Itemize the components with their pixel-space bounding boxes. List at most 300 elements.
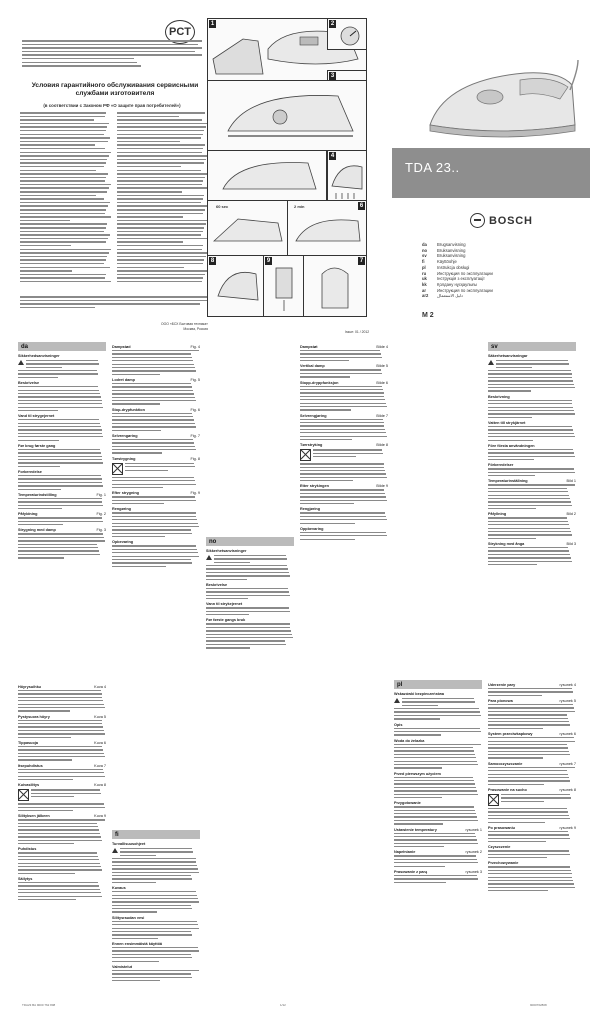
manual-column-fi bbox=[18, 682, 106, 900]
manual-column-no bbox=[206, 537, 294, 649]
figures-issue-code: Issue: 01 / 2012 bbox=[345, 330, 370, 334]
figure-reference: rysunek 1 bbox=[465, 827, 482, 832]
figure-5-time-label: 60 sec bbox=[216, 204, 229, 209]
section-subtitle bbox=[488, 826, 576, 830]
language-code: ar bbox=[422, 287, 426, 293]
recycle-bin-icon bbox=[18, 789, 29, 801]
figure-4b-iron-icon bbox=[208, 151, 326, 201]
figure-reference: Fig. 3 bbox=[96, 528, 106, 533]
subtitle-text: Sikkerhedsanvisninger bbox=[18, 354, 60, 358]
language-code: fi bbox=[422, 259, 425, 265]
warning-note bbox=[18, 360, 106, 368]
section-subtitle bbox=[206, 549, 294, 553]
manual-column-da bbox=[18, 342, 106, 559]
section-subtitle bbox=[300, 345, 388, 349]
subtitle-text: Før første gangs bruk bbox=[206, 618, 246, 623]
language-name: Instrukcja obsługi bbox=[437, 264, 470, 270]
subtitle-text: Höyrysuihku bbox=[18, 685, 41, 689]
body-text-lines bbox=[112, 545, 200, 567]
section-subtitle bbox=[488, 421, 576, 425]
section-subtitle bbox=[488, 444, 576, 448]
section-header-no bbox=[206, 537, 294, 546]
ru-warranty-col-right bbox=[117, 112, 208, 290]
figure-1: 1 bbox=[207, 18, 367, 82]
figure-reference: Fig. 5 bbox=[190, 378, 200, 383]
body-text-lines bbox=[488, 547, 576, 565]
figure-reference: rysunek 4 bbox=[559, 683, 576, 687]
ru-warranty-col-left bbox=[20, 112, 111, 290]
manual-column-pl bbox=[488, 680, 576, 891]
figure-4-steam-burst-icon bbox=[328, 151, 366, 201]
warning-note bbox=[18, 789, 106, 801]
body-text-lines bbox=[394, 728, 482, 736]
section-subtitle bbox=[394, 801, 482, 805]
body-text-lines bbox=[488, 400, 576, 418]
figure-3: 3 bbox=[327, 70, 367, 132]
figure-reference: Fig. 8 bbox=[190, 456, 200, 461]
subtitle-text: Silitysraudan vesi bbox=[112, 915, 145, 920]
subtitle-text: Sikkerhetsanvisninger bbox=[206, 549, 247, 553]
pct-certification-logo: PCT bbox=[165, 20, 195, 44]
section-subtitle bbox=[112, 540, 200, 544]
language-list bbox=[422, 242, 542, 299]
body-text-lines bbox=[501, 794, 576, 802]
section-subtitle bbox=[488, 683, 576, 687]
subtitle-text: Forberedelse bbox=[18, 470, 42, 475]
subtitle-text: Itsepuhdistus bbox=[18, 763, 43, 768]
body-text-lines bbox=[18, 498, 106, 509]
section-subtitle bbox=[18, 528, 106, 532]
body-text-lines bbox=[18, 419, 106, 441]
figure-reference: Bilde 9 bbox=[376, 484, 388, 489]
section-subtitle bbox=[488, 512, 576, 516]
body-text-lines bbox=[112, 891, 200, 913]
cover-iron-image bbox=[420, 55, 580, 145]
figure-reference: Kuva 8 bbox=[94, 783, 106, 788]
figure-reference: Bild 1 bbox=[566, 479, 576, 484]
section-subtitle bbox=[300, 507, 388, 511]
section-subtitle bbox=[18, 741, 106, 745]
body-text-lines bbox=[112, 413, 200, 431]
figure-5-selfclean-icon bbox=[208, 201, 288, 256]
section-subtitle bbox=[112, 886, 200, 890]
subtitle-text: Förberedelser bbox=[488, 463, 514, 468]
subtitle-text: Beskrivelse bbox=[206, 582, 228, 587]
body-text-lines bbox=[488, 426, 576, 441]
body-text-lines bbox=[488, 370, 576, 392]
subtitle-text: Tørstrygning bbox=[112, 456, 136, 461]
subtitle-text: Oppbevaring bbox=[300, 526, 324, 531]
figure-reference: Kuva 5 bbox=[94, 714, 106, 719]
manual-column-no bbox=[300, 342, 388, 540]
section-subtitle bbox=[488, 354, 576, 358]
section-subtitle bbox=[112, 457, 200, 461]
figure-9-drain-icon bbox=[264, 256, 304, 316]
section-subtitle bbox=[112, 916, 200, 920]
body-text-lines bbox=[18, 769, 106, 780]
language-code: da bbox=[422, 242, 427, 247]
subtitle-text: Kuivasilitys bbox=[18, 783, 40, 788]
subtitle-text: Valmistelut bbox=[112, 964, 133, 969]
section-subtitle bbox=[112, 965, 200, 969]
body-text-lines bbox=[18, 690, 106, 712]
body-text-lines bbox=[18, 852, 106, 874]
figure-reference: Bilde 6 bbox=[376, 380, 388, 385]
figure-reference: Fig. 1 bbox=[96, 492, 106, 497]
ru-intro-text bbox=[22, 40, 202, 67]
body-text-lines bbox=[394, 777, 482, 799]
figure-reference: rysunek 8 bbox=[559, 788, 576, 792]
footer-code-left: TDA23 BA 9000 762 808 bbox=[22, 1003, 56, 1007]
subtitle-text: Påfyldning bbox=[18, 512, 38, 517]
section-subtitle bbox=[488, 788, 576, 792]
figure-3b bbox=[207, 80, 367, 152]
body-text-lines bbox=[112, 439, 200, 454]
language-name: Brugsanvisning bbox=[437, 242, 466, 247]
body-text-lines bbox=[300, 369, 388, 377]
brand-logo bbox=[470, 213, 533, 228]
figure-reference: Bilde 4 bbox=[376, 345, 388, 349]
subtitle-text: Beskrivelse bbox=[18, 381, 40, 386]
subtitle-text: Silityksen jälkeen bbox=[18, 814, 50, 819]
section-language-code: fi bbox=[115, 831, 119, 838]
body-text-lines bbox=[300, 386, 388, 411]
language-name: Инструкция по эксплуатации bbox=[437, 270, 493, 276]
language-name: دليل الاستعمال bbox=[437, 293, 463, 299]
brand-name: BOSCH bbox=[489, 214, 533, 227]
body-text-lines bbox=[394, 855, 482, 866]
manual-column-fi bbox=[112, 830, 200, 981]
figure-4: 4 bbox=[327, 150, 367, 202]
recycle-bin-icon bbox=[488, 794, 499, 806]
section-subtitle bbox=[18, 493, 106, 497]
section-subtitle bbox=[300, 443, 388, 447]
subtitle-text: Säilytys bbox=[18, 876, 33, 881]
section-subtitle bbox=[18, 444, 106, 448]
body-text-lines bbox=[488, 866, 576, 891]
subtitle-text: Påfyllning bbox=[488, 512, 507, 517]
section-subtitle bbox=[18, 354, 106, 358]
body-text-lines bbox=[18, 386, 106, 411]
body-text-lines bbox=[125, 463, 200, 471]
body-text-lines bbox=[120, 848, 200, 856]
body-text-lines bbox=[18, 882, 106, 900]
manual-text-grid bbox=[18, 342, 578, 1010]
subtitle-text: Rengjøring bbox=[300, 507, 321, 512]
document-code: M 2 bbox=[422, 312, 434, 319]
figure-reference: Bilde 5 bbox=[376, 364, 388, 369]
figure-6-time-label: 2 min bbox=[294, 204, 305, 209]
language-code: sv bbox=[422, 253, 427, 259]
section-subtitle bbox=[394, 723, 482, 727]
language-name: Инструкция по эксплуатации bbox=[437, 287, 493, 293]
section-subtitle bbox=[300, 527, 388, 531]
subtitle-text: Vatten till strykjärnet bbox=[488, 420, 526, 425]
subtitle-text: Vann til strykejernet bbox=[206, 602, 243, 607]
figure-2-dial-icon bbox=[328, 19, 366, 49]
subtitle-text: Säkerhetsanvisningar bbox=[488, 354, 528, 358]
body-text-lines bbox=[206, 607, 294, 615]
section-subtitle bbox=[18, 381, 106, 385]
subtitle-text: Selvrengjøring bbox=[300, 413, 327, 418]
section-language-code: sv bbox=[491, 343, 498, 350]
figure-7-iron-stand-icon bbox=[304, 256, 366, 316]
section-subtitle bbox=[394, 850, 482, 854]
figure-8: 8 bbox=[207, 255, 265, 317]
subtitle-text: Pystysuora höyry bbox=[18, 714, 50, 719]
body-text-lines bbox=[488, 484, 576, 509]
body-text-lines bbox=[112, 858, 200, 883]
section-subtitle bbox=[488, 463, 576, 467]
language-name: Қолдану нұсқаулығы bbox=[437, 281, 478, 287]
section-subtitle bbox=[394, 772, 482, 776]
section-subtitle bbox=[18, 814, 106, 818]
section-subtitle bbox=[112, 408, 200, 412]
figure-reference: Fig. 4 bbox=[190, 345, 200, 349]
figure-reference: rysunek 2 bbox=[465, 850, 482, 855]
figure-6: 6 2 min bbox=[287, 200, 367, 257]
figure-7: 7 bbox=[303, 255, 367, 317]
body-text-lines bbox=[394, 744, 482, 769]
body-text-lines bbox=[31, 789, 106, 797]
ru-warranty-title: Условия гарантийного обслуживания сервисными службами изготовителя bbox=[31, 82, 199, 97]
body-text-lines bbox=[112, 496, 200, 504]
language-code: no bbox=[422, 247, 428, 253]
subtitle-text: Kuvaus bbox=[112, 886, 126, 891]
section-subtitle bbox=[18, 783, 106, 787]
section-subtitle bbox=[394, 739, 482, 743]
model-number: TDA 23.. bbox=[405, 160, 460, 175]
body-text-lines bbox=[313, 449, 388, 457]
body-text-lines bbox=[402, 698, 482, 706]
figure-6-iron-icon bbox=[288, 201, 366, 256]
subtitle-text: Po prasowaniu bbox=[488, 825, 516, 830]
section-subtitle bbox=[112, 345, 200, 349]
figure-3b-iron-icon bbox=[208, 81, 366, 151]
figure-2: 2 bbox=[327, 18, 367, 50]
subtitle-text: Rengøring bbox=[112, 507, 131, 512]
section-subtitle bbox=[394, 692, 482, 696]
body-text-lines bbox=[26, 360, 106, 368]
body-text-lines bbox=[112, 512, 200, 537]
section-subtitle bbox=[488, 542, 576, 546]
subtitle-text: Przechowywanie bbox=[488, 861, 519, 866]
body-text-lines bbox=[300, 419, 388, 441]
body-text-lines bbox=[394, 708, 482, 719]
figure-9: 9 bbox=[263, 255, 305, 317]
subtitle-text: Beskrivning bbox=[488, 394, 510, 399]
body-text-lines bbox=[488, 831, 576, 842]
subtitle-text: Opbevaring bbox=[112, 540, 134, 545]
body-text-lines bbox=[206, 588, 294, 599]
section-subtitle bbox=[300, 414, 388, 418]
section-header-sv bbox=[488, 342, 576, 351]
section-subtitle bbox=[488, 699, 576, 703]
body-text-lines bbox=[112, 477, 200, 488]
body-text-lines bbox=[300, 489, 388, 504]
language-code: kk bbox=[422, 281, 427, 287]
figure-reference: Fig. 7 bbox=[190, 433, 200, 438]
section-subtitle bbox=[206, 602, 294, 606]
figure-reference: rysunek 5 bbox=[559, 699, 576, 704]
body-text-lines bbox=[488, 767, 576, 785]
subtitle-text: Woda do żelazka bbox=[394, 738, 425, 743]
section-subtitle bbox=[488, 762, 576, 766]
body-text-lines bbox=[488, 517, 576, 539]
subtitle-text: Temperaturindstilling bbox=[18, 492, 57, 497]
subtitle-text: Ustawienie temperatury bbox=[394, 827, 437, 832]
language-code: pl bbox=[422, 264, 426, 270]
figure-reference: rysunek 3 bbox=[465, 869, 482, 874]
section-subtitle bbox=[112, 491, 200, 495]
figure-reference: Fig. 2 bbox=[96, 512, 106, 517]
body-text-lines bbox=[488, 850, 576, 858]
subtitle-text: System przeciwkapkowy bbox=[488, 732, 533, 737]
figure-reference: rysunek 9 bbox=[559, 825, 576, 830]
section-subtitle bbox=[112, 434, 200, 438]
manual-column-sv bbox=[488, 342, 576, 565]
figure-5 bbox=[207, 200, 289, 257]
figure-reference: rysunek 6 bbox=[559, 732, 576, 737]
subtitle-text: Strygning med damp bbox=[18, 528, 56, 533]
body-text-lines bbox=[488, 449, 576, 460]
subtitle-text: Vertikal damp bbox=[300, 364, 325, 369]
body-text-lines bbox=[394, 806, 482, 824]
subtitle-text: Para pionowa bbox=[488, 699, 513, 704]
section-subtitle bbox=[112, 942, 200, 946]
body-text-lines bbox=[18, 803, 106, 811]
body-text-lines bbox=[394, 875, 482, 883]
figure-reference: Kuva 9 bbox=[94, 814, 106, 819]
body-text-lines bbox=[488, 737, 576, 759]
bosch-armature-icon bbox=[470, 213, 485, 228]
manual-column-da bbox=[112, 342, 200, 567]
figure-reference: Bilde 7 bbox=[376, 413, 388, 418]
warning-triangle-icon bbox=[206, 555, 212, 560]
section-subtitle bbox=[206, 583, 294, 587]
section-subtitle bbox=[300, 381, 388, 385]
subtitle-text: Etter strykingen bbox=[300, 484, 329, 489]
warning-note bbox=[300, 449, 388, 461]
body-text-lines bbox=[112, 383, 200, 405]
subtitle-text: Prasowanie na sucho bbox=[488, 788, 527, 792]
subtitle-text: Lodret damp bbox=[112, 378, 135, 383]
section-subtitle bbox=[18, 847, 106, 851]
body-text-lines bbox=[18, 517, 106, 525]
footer-code-right: 9000762808 bbox=[530, 1003, 547, 1007]
figure-4b bbox=[207, 150, 327, 202]
warning-note bbox=[206, 555, 294, 563]
figure-reference: Kuva 7 bbox=[94, 763, 106, 768]
recycle-bin-icon bbox=[300, 449, 311, 461]
warning-note bbox=[112, 848, 200, 856]
section-subtitle bbox=[488, 479, 576, 483]
section-header-da bbox=[18, 342, 106, 351]
warning-note bbox=[394, 698, 482, 706]
body-text-lines bbox=[488, 468, 576, 476]
figure-reference: rysunek 7 bbox=[559, 761, 576, 766]
section-subtitle bbox=[18, 414, 106, 418]
ru-signature-line-2: Москва, Россия bbox=[183, 327, 208, 331]
footer-code-middle: 1/12 bbox=[280, 1003, 286, 1007]
subtitle-text: Samooczyszczanie bbox=[488, 761, 523, 766]
figure-8-hand-icon bbox=[208, 256, 264, 316]
warning-note bbox=[488, 794, 576, 806]
ru-signature-line-1: ООО «БСХ Бытовая техника» bbox=[161, 322, 208, 326]
section-subtitle bbox=[112, 842, 200, 846]
language-code: uk bbox=[422, 276, 427, 282]
body-text-lines bbox=[112, 921, 200, 939]
figure-reference: Kuva 6 bbox=[94, 740, 106, 745]
language-code: ru bbox=[422, 270, 427, 276]
body-text-lines bbox=[214, 555, 294, 563]
manual-column-pl bbox=[394, 680, 482, 883]
section-subtitle bbox=[394, 828, 482, 832]
section-subtitle bbox=[18, 470, 106, 474]
subtitle-text: Tippasuoja bbox=[18, 740, 38, 745]
body-text-lines bbox=[300, 350, 388, 361]
figure-reference: Fig. 6 bbox=[190, 407, 200, 412]
figures-panel bbox=[207, 18, 370, 336]
section-subtitle bbox=[18, 877, 106, 881]
subtitle-text: Czyszczenie bbox=[488, 845, 511, 850]
body-text-lines bbox=[206, 623, 294, 648]
body-text-lines bbox=[112, 350, 200, 375]
subtitle-text: Vand til strygejernet bbox=[18, 414, 55, 419]
recycle-bin-icon bbox=[112, 463, 123, 475]
body-text-lines bbox=[496, 360, 576, 368]
section-subtitle bbox=[488, 845, 576, 849]
subtitle-text: Efter strygning bbox=[112, 491, 140, 496]
subtitle-text: Selvrengøring bbox=[112, 433, 138, 438]
section-subtitle bbox=[18, 764, 106, 768]
warning-triangle-icon bbox=[488, 360, 494, 365]
body-text-lines bbox=[300, 532, 388, 540]
figure-reference: Kuva 4 bbox=[94, 685, 106, 689]
subtitle-text: Uderzenie pary bbox=[488, 683, 516, 687]
section-subtitle bbox=[18, 685, 106, 689]
body-text-lines bbox=[18, 449, 106, 467]
body-text-lines bbox=[18, 475, 106, 490]
subtitle-text: Tørrstryking bbox=[300, 443, 323, 448]
subtitle-text: Dampstøt bbox=[300, 345, 318, 349]
section-subtitle bbox=[488, 861, 576, 865]
language-name: Bruksanvisning bbox=[437, 247, 466, 253]
section-subtitle bbox=[18, 512, 106, 516]
subtitle-text: Dampstød bbox=[112, 345, 131, 349]
section-subtitle bbox=[488, 732, 576, 736]
subtitle-text: Prasowanie z parą bbox=[394, 869, 428, 874]
subtitle-text: Stop-drypfunktion bbox=[112, 407, 145, 412]
body-text-lines bbox=[18, 370, 106, 378]
body-text-lines bbox=[112, 947, 200, 962]
subtitle-text: Wskazówki bezpieczeństwa bbox=[394, 692, 445, 696]
section-subtitle bbox=[300, 484, 388, 488]
body-text-lines bbox=[18, 819, 106, 844]
ru-warranty-subtitle: (в соответствии с Законом РФ «О защите прав потребителей») bbox=[43, 103, 181, 108]
section-language-code: da bbox=[21, 343, 29, 350]
figure-reference: Bild 2 bbox=[566, 512, 576, 517]
body-text-lines bbox=[300, 512, 388, 523]
section-subtitle bbox=[206, 618, 294, 622]
warning-triangle-icon bbox=[394, 698, 400, 703]
warning-triangle-icon bbox=[112, 848, 118, 853]
subtitle-text: Temperaturinställning bbox=[488, 479, 528, 484]
subtitle-text: Stopp-dryppfunksjon bbox=[300, 380, 339, 385]
ru-intro-lines bbox=[22, 40, 202, 67]
subtitle-text: Turvallisuusohjeet bbox=[112, 842, 146, 846]
subtitle-text: Napełnianie bbox=[394, 850, 416, 855]
